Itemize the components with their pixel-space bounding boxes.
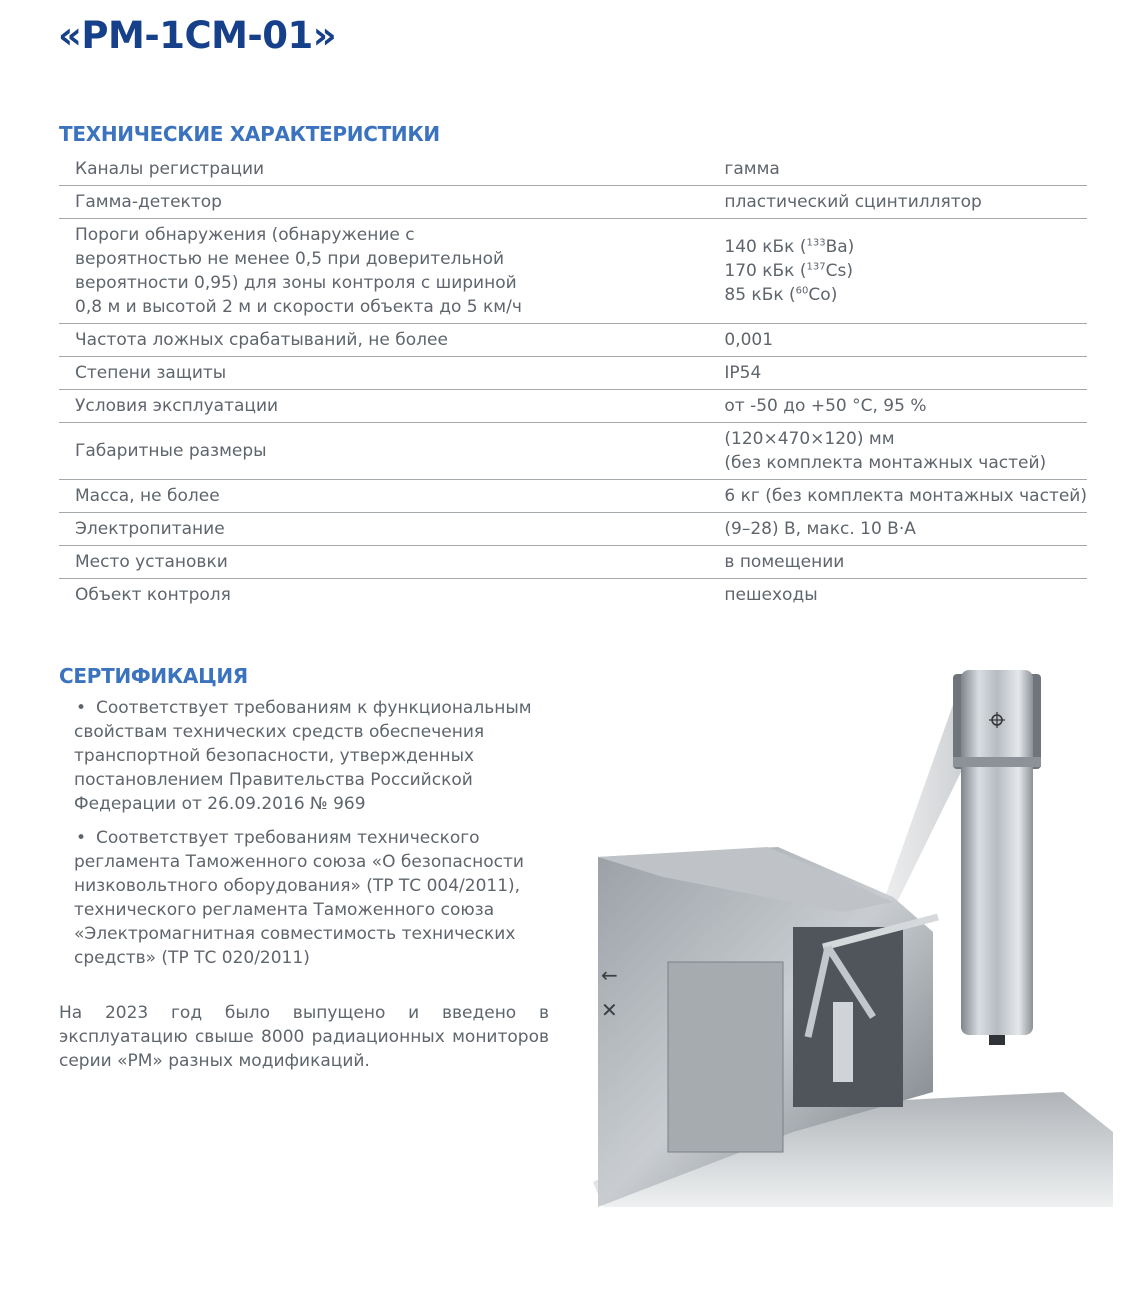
dimensions-note: (без комплекта монтажных частей) xyxy=(724,453,1047,473)
spec-label: Габаритные размеры xyxy=(59,423,724,480)
spec-value: пешеходы xyxy=(724,585,818,605)
specs-heading: ТЕХНИЧЕСКИЕ ХАРАКТЕРИСТИКИ xyxy=(59,122,440,146)
product-photo xyxy=(593,662,1113,1207)
table-row xyxy=(59,390,1087,423)
spec-label: Электропитание xyxy=(59,513,724,546)
spec-label: Частота ложных срабатываний, не более xyxy=(59,324,724,357)
spec-label: Степени защиты xyxy=(59,357,724,390)
spec-value: в помещении xyxy=(724,546,1087,579)
table-row xyxy=(59,324,1087,357)
spec-value: 0,001 xyxy=(724,324,1087,357)
spec-label: Гамма-детектор xyxy=(59,186,724,219)
spec-value: 6 кг (без комплекта монтажных частей) xyxy=(724,480,1087,513)
page-title: «РМ-1СМ-01» xyxy=(58,14,337,57)
threshold-ba: 140 кБк ($^{133}$Ba) xyxy=(724,237,855,257)
table-row xyxy=(59,153,1087,186)
table-row xyxy=(59,357,1087,390)
table-row xyxy=(59,579,1087,612)
list-item: • Соответствует требованиям технического регламента Таможенного союза «О безопасности низковольтного оборудования» (ТР ТС 004/2011), технического регламента Таможенного союза «Электромагнитная совместимость технических средств» (ТР ТС 020/2011) xyxy=(74,828,524,968)
detector-stand xyxy=(833,1002,853,1082)
list-item: • Соответствует требованиям к функциональным свойствам технических средств обеспечения транспортной безопасности, утвержденных постановлением Правительства Российской Федерации от 26.09.2016 № 969 xyxy=(74,698,532,814)
bullet-icon: • xyxy=(76,828,87,848)
spec-label: Пороги обнаружения (обнаружение с вероятностью не менее 0,5 при доверительной вероятности 0,95) для зоны контроля с шириной 0,8 м и высотой 2 м и скорости объекта до 5 км/ч xyxy=(75,225,522,317)
dimensions-value: (120×470×120) мм xyxy=(724,429,895,449)
spec-value: IP54 xyxy=(724,357,1087,390)
monitor-band xyxy=(953,757,1041,767)
certification-heading: СЕРТИФИКАЦИЯ xyxy=(59,664,248,688)
specs-table xyxy=(59,153,1087,611)
spec-value: пластический сцинтиллятор xyxy=(724,186,1087,219)
spec-value-dimensions xyxy=(724,423,1087,480)
threshold-cs: 170 кБк ($^{137}$Cs) xyxy=(724,261,853,281)
spec-label: Масса, не более xyxy=(59,480,724,513)
certification-list xyxy=(74,696,534,980)
spec-value-thresholds xyxy=(724,219,1087,324)
table-row xyxy=(59,423,1087,480)
production-note: На 2023 год было выпущено и введено в эксплуатацию свыше 8000 радиационных мониторов серии «РМ» разных модификаций. xyxy=(59,1003,549,1071)
spec-label: Условия эксплуатации xyxy=(59,390,724,423)
spec-label-thresholds xyxy=(59,219,724,324)
table-row xyxy=(59,219,1087,324)
spec-label: Объект контроля xyxy=(75,585,231,605)
spec-label: Место установки xyxy=(59,546,724,579)
table-row xyxy=(59,186,1087,219)
monitor-connector xyxy=(989,1035,1005,1045)
turnstile-panel xyxy=(668,962,783,1152)
spec-value: гамма xyxy=(724,153,1087,186)
close-icon: ✕ xyxy=(601,998,618,1022)
bullet-icon: • xyxy=(76,698,87,718)
spec-value: (9–28) В, макс. 10 В·А xyxy=(724,513,1087,546)
spec-value: от -50 до +50 °С, 95 % xyxy=(724,390,1087,423)
table-row xyxy=(59,480,1087,513)
arrow-icon: ← xyxy=(601,963,618,987)
table-row xyxy=(59,546,1087,579)
spec-label: Каналы регистрации xyxy=(59,153,724,186)
threshold-co: 85 кБк ($^{60}$Co) xyxy=(724,285,838,305)
table-row xyxy=(59,513,1087,546)
